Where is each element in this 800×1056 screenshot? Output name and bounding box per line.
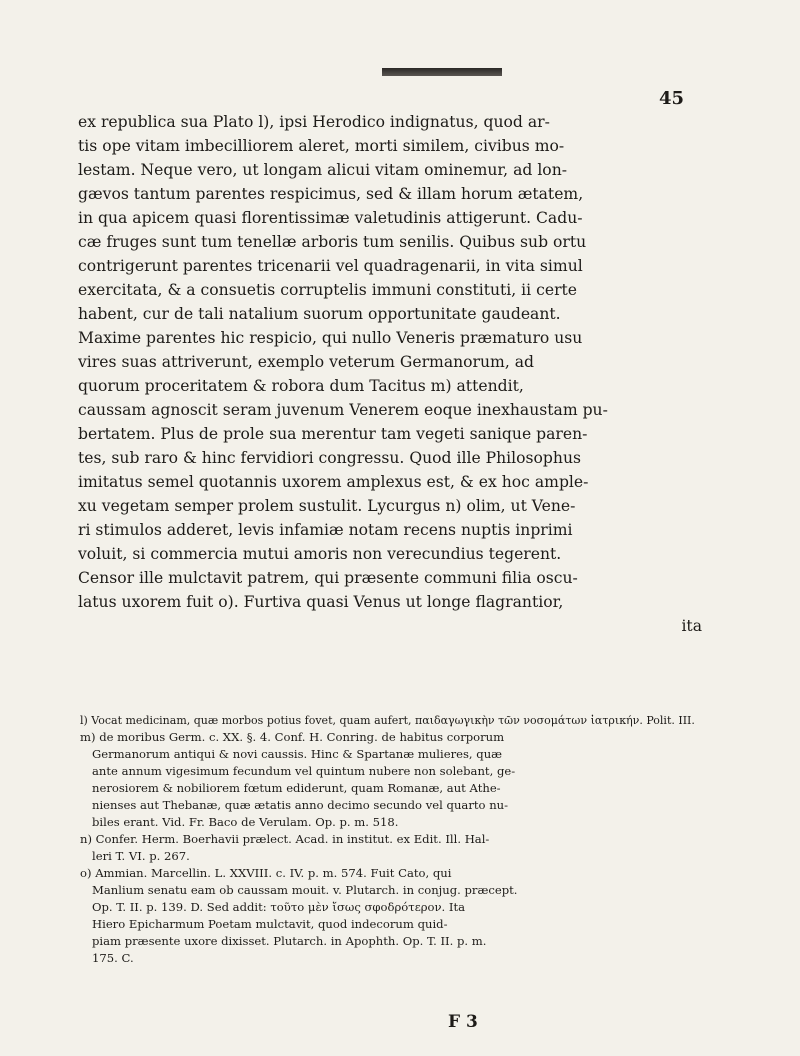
text-line: imitatus semel quotannis uxorem amplexus est, & ex hoc ample- bbox=[78, 473, 589, 491]
text-line: latus uxorem fuit o). Furtiva quasi Venus ut longe flagrantior, bbox=[78, 593, 564, 611]
footnote-line: 175. C. bbox=[92, 951, 134, 965]
text-line: in qua apicem quasi florentissimæ valetudinis attigerunt. Cadu- bbox=[78, 209, 583, 227]
text-line: lestam. Neque vero, ut longam alicui vitam ominemur, ad lon- bbox=[78, 161, 568, 179]
text-line: caussam agnoscit seram juvenum Venerem eoque inexhaustam pu- bbox=[78, 401, 608, 419]
text-line: cæ fruges sunt tum tenellæ arboris tum senilis. Quibus sub ortu bbox=[78, 233, 587, 251]
page-number: 45 bbox=[658, 88, 684, 109]
text-line: ri stimulos adderet, levis infamiæ notam recens nuptis inprimi bbox=[78, 521, 573, 539]
footnote-line: biles erant. Vid. Fr. Baco de Verulam. Op. p. m. 518. bbox=[92, 815, 399, 829]
text-line: tis ope vitam imbecilliorem aleret, morti similem, civibus mo- bbox=[78, 137, 565, 155]
footnote-line: nerosiorem & nobiliorem fœtum ediderunt, quam Romanæ, aut Athe- bbox=[92, 781, 501, 795]
text-line: contrigerunt parentes tricenarii vel quadragenarii, in vita simul bbox=[78, 257, 583, 275]
text-line: xu vegetam semper prolem sustulit. Lycurgus n) olim, ut Vene- bbox=[78, 497, 576, 515]
footnote-line: o) Ammian. Marcellin. L. XXVIII. c. IV. p. m. 574. Fuit Cato, qui bbox=[80, 866, 452, 880]
text-line: voluit, si commercia mutui amoris non verecundius tegerent. bbox=[78, 545, 562, 563]
footnote-line: Manlium senatu eam ob caussam mouit. v. Plutarch. in conjug. præcept. bbox=[92, 883, 518, 897]
footnote-line: ante annum vigesimum fecundum vel quintum nubere non solebant, ge- bbox=[92, 764, 516, 778]
footnote-line: m) de moribus Germ. c. XX. §. 4. Conf. H. Conring. de habitus corporum bbox=[80, 730, 505, 744]
text-line: ex republica sua Plato l), ipsi Herodico indignatus, quod ar- bbox=[78, 113, 550, 131]
text-line: tes, sub raro & hinc fervidiori congressu. Quod ille Philosophus bbox=[78, 449, 582, 467]
text-line: exercitata, & a consuetis corruptelis immuni constituti, ii certe bbox=[78, 281, 578, 299]
text-line: Maxime parentes hic respicio, qui nullo Veneris præmaturo usu bbox=[78, 329, 583, 347]
footnote-line: Germanorum antiqui & novi caussis. Hinc & Spartanæ mulieres, quæ bbox=[92, 747, 503, 761]
text-line: gævos tantum parentes respicimus, sed & illam horum ætatem, bbox=[78, 185, 584, 203]
footnote-line: piam præsente uxore dixisset. Plutarch. in Apophth. Op. T. II. p. m. bbox=[92, 934, 487, 948]
footnote-line: Hiero Epicharmum Poetam mulctavit, quod indecorum quid- bbox=[92, 917, 448, 931]
signature-mark: F 3 bbox=[448, 1012, 478, 1032]
footnote-line: Op. T. II. p. 139. D. Sed addit: τοῦτο μὲν ἴσως σφοδρότερον. Ita bbox=[92, 900, 466, 914]
printer-rule bbox=[382, 68, 502, 76]
text-line: bertatem. Plus de prole sua merentur tam vegeti sanique paren- bbox=[78, 425, 588, 443]
footnote-line: nienses aut Thebanæ, quæ ætatis anno decimo secundo vel quarto nu- bbox=[92, 798, 509, 812]
footnote-line: leri T. VI. p. 267. bbox=[92, 849, 190, 863]
footnotes bbox=[80, 712, 710, 967]
footnote-line: n) Confer. Herm. Boerhavii prælect. Acad. in institut. ex Edit. Ill. Hal- bbox=[80, 832, 490, 846]
text-line: quorum proceritatem & robora dum Tacitus m) attendit, bbox=[78, 377, 524, 395]
text-line: Censor ille mulctavit patrem, qui præsente communi filia oscu- bbox=[78, 569, 578, 587]
catchword: ita bbox=[681, 617, 702, 635]
main-text bbox=[78, 110, 706, 638]
text-line: vires suas attriverunt, exemplo veterum Germanorum, ad bbox=[78, 353, 535, 371]
footnote-line: l) Vocat medicinam, quæ morbos potius fovet, quam aufert, παιδαγωγικὴν τῶν νοσομάτων ἰατρικήν. Polit. III. bbox=[80, 714, 695, 727]
text-line: habent, cur de tali natalium suorum opportunitate gaudeant. bbox=[78, 305, 561, 323]
